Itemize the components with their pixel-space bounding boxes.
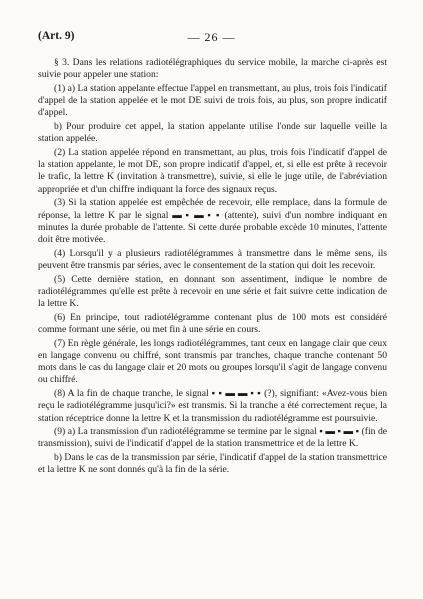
paragraph-7: (7) En règle générale, les longs radiotélégrammes, tant ceux en langage clair que ceux en langage convenu ou chiffré, sont transmis par tranches, chaque tranche contenant 50 mots dans le cas du langage clair et 20 mots ou groupes lorsqu'il s'agit de langage convenu ou chiffré. [38, 337, 387, 386]
page-header [0, 30, 423, 46]
paragraph-1a: (1) a) La station appelante effectue l'appel en transmettant, au plus, trois fois l'indicatif d'appel de la station appelée et le mot DE suivi de trois fois, au plus, son propre indicatif d'appel. [38, 82, 387, 119]
paragraph-3: (3) Si la station appelée est empêchée de recevoir, elle remplace, dans la formule de réponse, la lettre K par le signal ▬ ▪ ▬ ▪ ▪ (attente), suivi d'un nombre indiquant en minutes la durée probable de l'attente. Si cette durée probable excède 10 minutes, l'attente doit être motivée. [38, 197, 387, 246]
paragraph-6: (6) En principe, tout radiotélégramme contenant plus de 100 mots est considéré comme formant une série, ou met fin à une série en cours. [38, 311, 387, 335]
paragraph-1b: b) Pour produire cet appel, la station appelante utilise l'onde sur laquelle veille la station appelée. [38, 121, 387, 145]
paragraph-5: (5) Cette dernière station, en donnant son assentiment, indique le nombre de radiotélégrammes qu'elle est prête à recevoir en une série et fait suivre cette indication de la lettre K. [38, 273, 387, 310]
paragraph-8: (8) A la fin de chaque tranche, le signal ▪ ▪ ▬ ▬ ▪ ▪ (?), signifiant: «Avez-vous bien reçu le radiotélégramme jusqu'ici?» est transmis. Si la tranche a été correctement reçue, la station réceptrice donne la lettre K et la transmission du radiotélégramme est poursuivie. [38, 388, 387, 424]
paragraph-9a: (9) a) La transmission d'un radiotélégramme se termine par le signal ▪ ▬ ▪ ▬ ▪ (fin de transmission), suivi de l'indicatif d'appel de la station transmettrice et de la lettre K. [38, 426, 387, 450]
document-body [38, 57, 387, 478]
page-number: — 26 — [187, 30, 236, 44]
article-reference: (Art. 9) [38, 30, 75, 42]
paragraph-4: (4) Lorsqu'il y a plusieurs radiotélégrammes à transmettre dans le même sens, ils peuvent être transmis par séries, avec le consentement de la station qui doit les recevoir. [38, 247, 387, 271]
paragraph-2: (2) La station appelée répond en transmettant, au plus, trois fois l'indicatif d'appel de la station appelante, le mot DE, son propre indicatif d'appel, et, si elle est prête à recevoir le trafic, la lettre K (invitation à transmettre), suivie, si elle le juge utile, de l'abréviation appropriée et d'un chiffre indiquant la force des signaux reçus. [38, 146, 387, 195]
paragraph-9b: b) Dans le cas de la transmission par série, l'indicatif d'appel de la station transmettrice et la lettre K ne sont donnés qu'à la fin de la série. [38, 452, 387, 476]
paragraph-intro: § 3. Dans les relations radiotélégraphiques du service mobile, la marche ci-après est suivie pour appeler une station: [38, 57, 387, 81]
